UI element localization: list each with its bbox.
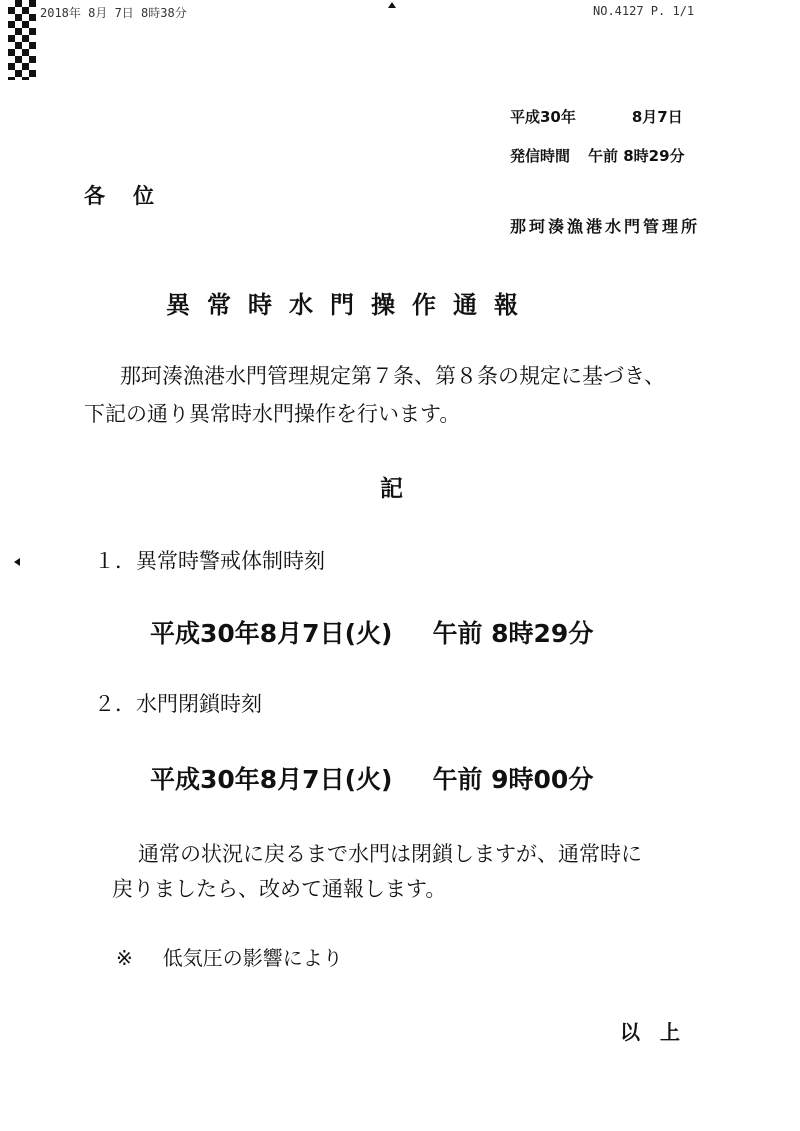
- item-1-date: 平成30年8月7日(火): [150, 619, 393, 648]
- item-2-label: ２．水門閉鎖時刻: [94, 692, 262, 716]
- note-line-1: 通常の状況に戻るまで水門は閉鎖しますが、通常時に: [138, 842, 642, 866]
- send-time-line: [510, 145, 685, 166]
- triangle-mark-icon: [14, 558, 20, 566]
- sender-office: 那珂湊漁港水門管理所: [510, 217, 701, 236]
- reason-line: [116, 942, 343, 971]
- ki-heading: 記: [380, 476, 403, 502]
- fax-page-number: NO.4127 P. 1/1: [593, 4, 695, 18]
- intro-line-1: 那珂湊漁港水門管理規定第７条、第８条の規定に基づき、: [120, 364, 666, 388]
- item-1-datetime: [150, 614, 593, 650]
- item-2-date: 平成30年8月7日(火): [150, 765, 393, 794]
- intro-line-2: 下記の通り異常時水門操作を行います。: [84, 402, 461, 426]
- item-2-datetime: [150, 760, 593, 796]
- note-line-2: 戻りましたら、改めて通報します。: [112, 877, 447, 901]
- item-1-time: 午前 8時29分: [432, 619, 594, 648]
- fax-timestamp: 2018年 8月 7日 8時38分: [40, 6, 187, 20]
- triangle-mark-icon: [388, 2, 396, 8]
- document-title: 異常時水門操作通報: [166, 291, 535, 319]
- issue-date: [510, 106, 683, 127]
- reason-text: 低気圧の影響により: [162, 946, 343, 970]
- send-time-value: 午前 8時29分: [588, 147, 685, 165]
- fax-checker-pattern: [8, 0, 36, 80]
- reference-mark: ※: [116, 946, 133, 970]
- item-1-label: １．異常時警戒体制時刻: [94, 549, 325, 573]
- send-time-label: 発信時間: [510, 147, 571, 165]
- recipient: 各位: [84, 184, 182, 208]
- closing-ijou: 以上: [620, 1020, 700, 1044]
- issue-date-day: 8月7日: [631, 108, 683, 126]
- item-2-time: 午前 9時00分: [432, 765, 594, 794]
- issue-date-era: 平成30年: [510, 108, 576, 126]
